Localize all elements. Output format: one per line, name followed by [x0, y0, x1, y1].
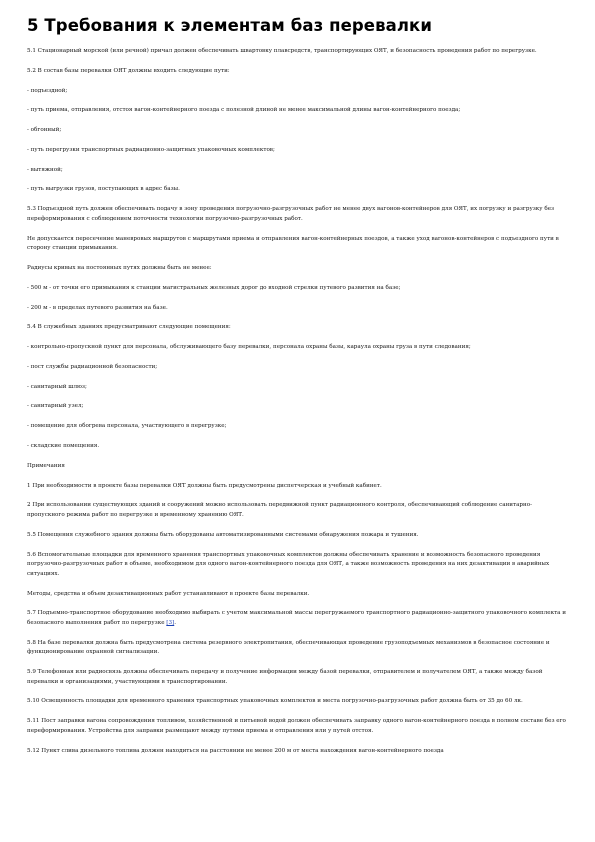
paragraph: Радиусы кривых на постоянных путях должны быть не менее: — [27, 265, 212, 271]
list-item: - контрольно-пропускной пункт для персонала, обслуживающего базу перевалки, персонала охраны базы, караула охраны груза в пути следования; — [27, 344, 471, 351]
paragraph-5-7-text: 5.7 Подъемно-транспортное оборудование необходимо выбирать с учетом максимальной массы перегружаемого транспортного радиационно-защитного упаковочного комплекта и безопасного выполнения работ по перегрузке — [27, 610, 567, 626]
paragraph-5-12: 5.12 Пункт слива дизельного топлива должен находиться на расстоянии не менее 200 м от места нахождения вагон-контейнерного поезда — [27, 747, 444, 754]
note-1: 1 При необходимости в проекте базы перевалки ОЯТ должны быть предусмотрены диспетчерская и учебный кабинет. — [27, 482, 382, 489]
list-item: - вытяжной; — [27, 166, 63, 173]
paragraph: Методы, средства и объем дезактивационных работ устанавливают в проекте базы перевалки. — [27, 590, 310, 597]
paragraph-5-7-tail: . — [174, 619, 177, 626]
list-item: - путь приема, отправления, отстоя вагон-контейнерного поезда с полезной длиной не менее максимальной длины вагон-контейнерного поезда; — [27, 107, 461, 114]
list-item: - санитарный шлюз; — [27, 383, 87, 390]
paragraph-5-3: 5.3 Подъездной путь должен обеспечивать подачу в зону проведения погрузочно-разгрузочных работ не менее двух вагонов-контейнеров для ОЯТ, их погрузку и разгрузку без переформирования с соблюдением поточности технологии погрузочно-разгрузочных работ. — [27, 206, 555, 222]
list-item: - подъездной; — [27, 87, 68, 94]
paragraph-5-5: 5.5 Помещения служебного здания должны быть оборудованы автоматизированными системами обнаружения пожара и тушения. — [27, 531, 419, 538]
reference-link[interactable]: [3] — [166, 619, 175, 626]
list-item: - путь выгрузки грузов, поступающих в адрес базы. — [27, 186, 180, 193]
paragraph-5-4: 5.4 В служебных зданиях предусматривают следующие помещения: — [27, 324, 231, 331]
list-item: - 200 м - в пределах путевого развития на базе. — [27, 304, 168, 311]
paragraph-5-2: 5.2 В состав базы перевалки ОЯТ должны входить следующие пути: — [27, 67, 230, 74]
list-item: - обгонный; — [27, 127, 62, 134]
list-item: - путь перегрузки транспортных радиационно-защитных упаковочных комплектов; — [27, 146, 275, 153]
paragraph-5-10: 5.10 Освещенность площадки для временного хранения транспортных упаковочных комплектов и места погрузочно-разгрузочных работ должна быть от 35 до 60 лк. — [27, 698, 523, 705]
paragraph-5-6: 5.6 Вспомогательные площадки для временного хранения транспортных упаковочных комплектов должны обеспечивать хранение и возможность безопасного проведения погрузочно-разгрузочных работ в объеме, необходимом для одного вагон-контейнерного поезда для ОЯТ, а также возможность проведения на них дезактивации в аварийных ситуациях. — [27, 551, 550, 577]
paragraph: Не допускается пересечение маневровых маршрутов с маршрутами приема и отправления вагон-контейнерных поездов, а также уход вагонов-контейнеров с подъездного пути в сторону станции примыкания. — [27, 235, 559, 252]
paragraph-5-8: 5.8 На базе перевалки должна быть предусмотрена система резервного электропитания, обеспечивающая проведение грузоподъемных механизмов в безопасное состояние и функционирование охранной сигнализации. — [27, 639, 550, 656]
list-item: - помещение для обогрева персонала, участвующего в перегрузке; — [27, 423, 227, 430]
list-item: - складские помещения. — [27, 443, 100, 450]
paragraph-5-1: 5.1 Стационарный морской (или речной) причал должен обеспечивать швартовку плавсредств, транспортирующих ОЯТ, и безопасность проведения работ по перегрузке. — [27, 48, 537, 54]
section-title: 5 Требования к элементам баз перевалки — [27, 16, 433, 35]
notes-heading: Примечания — [27, 462, 65, 469]
paragraph-5-11: 5.11 Пост заправки вагона сопровождения топливом, хозяйственной и питьевой водой должен обеспечивать заправку одного вагон-контейнерного поезда в полном составе без его переформирования. Устройства для заправки размещают между путями приема и отправления или у путей отстоя. — [27, 718, 566, 734]
list-item: - санитарный узел; — [27, 403, 84, 410]
note-2: 2 При использовании существующих зданий и сооружений можно использовать передвижной пункт радиационного контроля, обеспечивающий соблюдение санитарно-пропускного режима работ по перегрузке и временному хранению ОЯТ. — [27, 502, 532, 518]
paragraph-5-7 — [27, 609, 567, 628]
list-item: - пост службы радиационной безопасности; — [27, 363, 158, 370]
list-item: - 500 м - от точки его примыкания к станции магистральных железных дорог до входной стрелки путевого развития на базе; — [27, 284, 401, 291]
document-page — [27, 16, 567, 766]
paragraph-5-9: 5.9 Телефонная или радиосвязь должны обеспечивать передачу и получение информации между базой перевалки, отправителем и получателем ОЯТ, а также между базой перевалки и организациями, участвующими в транспортировании. — [27, 669, 543, 685]
